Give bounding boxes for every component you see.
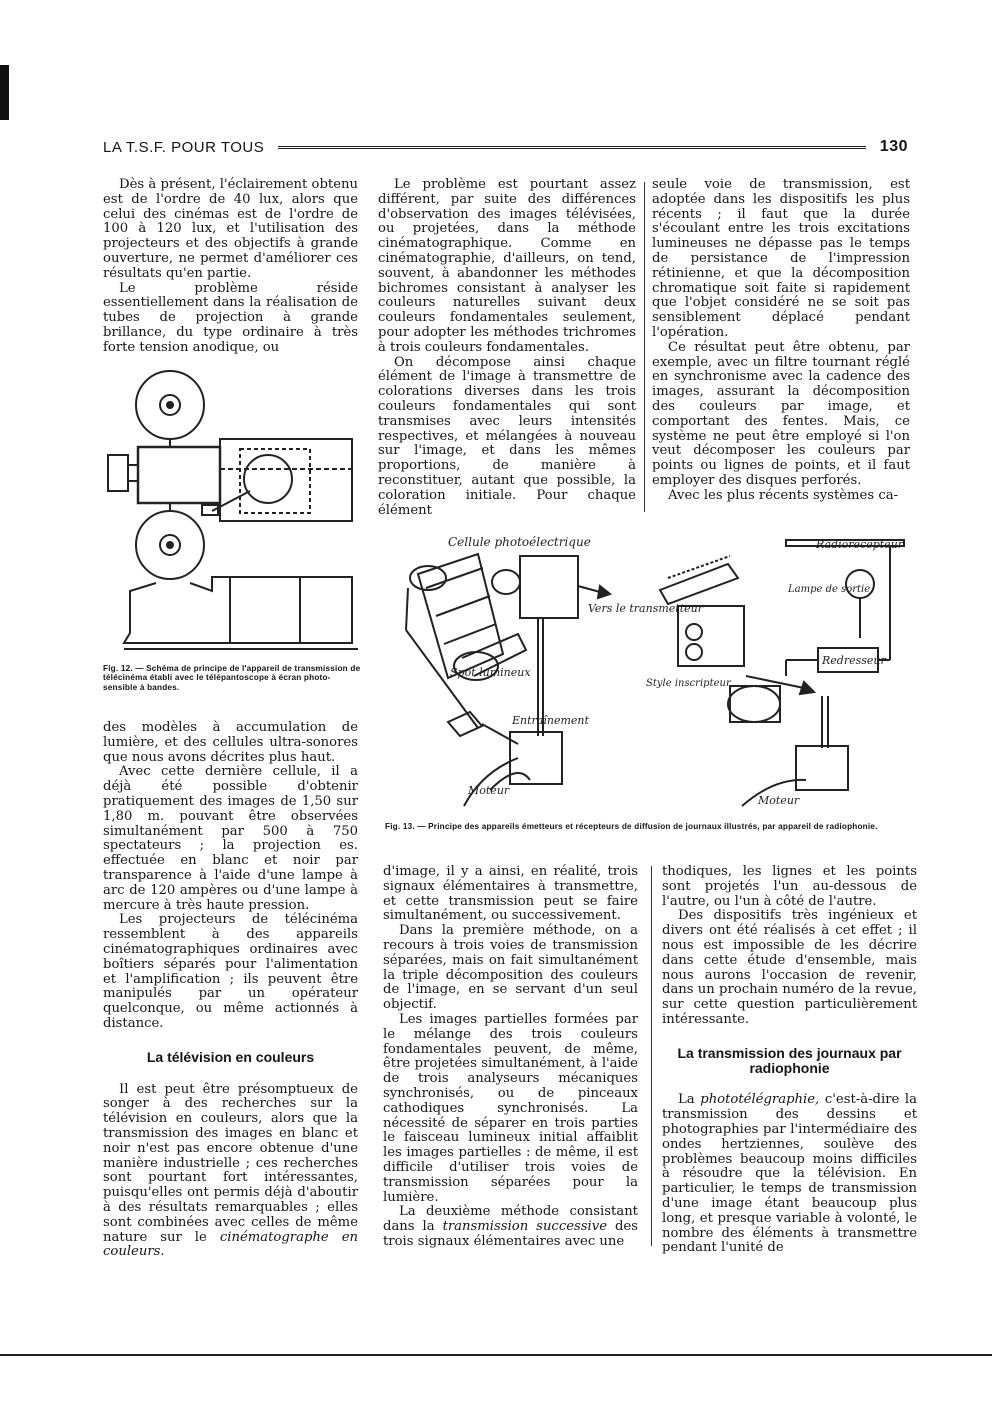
figure-13-caption: Fig. 13. — Principe des appareils émetteurs et récepteurs de diffusion de journaux illustrés, par appareil de radiophonie. bbox=[385, 822, 878, 831]
scan-edge-mark bbox=[0, 65, 9, 120]
column-rule bbox=[651, 866, 652, 1246]
paragraph: La deuxième méthode consistant dans la bbox=[383, 1204, 638, 1235]
paragraph: des modèles à accumulation de lumière, et des cellules ultra-sonores que nous avons décrites plus haut. bbox=[103, 720, 358, 765]
label-style: Style inscripteur bbox=[646, 678, 731, 689]
paragraph: Ce résultat peut être obtenu, par exemple, avec un filtre tournant réglé en synchronisme avec la cadence des images, assurant la décomposition des couleurs par image, et comportant des fentes. Mais, ce système ne peut être employé si l'on veut décomposer les couleurs par points ou lignes de points, et il faut employer des disques perforés. bbox=[652, 339, 910, 488]
label-moteur-left: Moteur bbox=[468, 784, 510, 797]
label-lampe: Lampe de sortie bbox=[788, 584, 871, 595]
emphasis: phototélégraphie, bbox=[700, 1092, 820, 1108]
projector-drawing bbox=[100, 365, 362, 657]
page-number: 130 bbox=[879, 138, 908, 155]
paragraph: Avec cette dernière cellule, il a déjà été possible d'obtenir pratiquement des images de 1,50 sur 1,80 m. pouvant être observées simultanément par 500 à 750 spectateurs ; la projection es. effectuée en blanc et noir par transparence à l'aide d'une lampe à arc de 120 ampères ou d'une lampe à mercure à très haute pression. bbox=[103, 764, 358, 913]
column-2-bottom bbox=[383, 865, 638, 1250]
label-entrainement: Entraînement bbox=[512, 714, 589, 727]
paragraph: Des dispositifs très ingénieux et divers ont été réalisés à cet effet ; il nous est impossible de les décrire dans cette étude d'ensemble, mais nous aurons l'occasion de revenir, dans un prochain numéro de la revue, sur cette question particulièrement intéressante. bbox=[662, 908, 917, 1027]
column-2-top bbox=[378, 178, 636, 518]
transmitter-receiver-drawing bbox=[378, 526, 918, 818]
paragraph: Le problème est pourtant assez différent, par suite des différences d'observation des images télévisées, ou projetées, dans la méthode cinématographique. Comme en cinématographie, d'ailleurs, on tend, souvent, à abandonner les méthodes bichromes consistant à analyser les couleurs naturelles suivant deux couleurs fondamentales seulement, pour adopter les méthodes trichromes à trois couleurs fondamentales. bbox=[378, 177, 636, 355]
paragraph: Il est peut être présomptueux de songer à des recherches sur la télévision en couleurs, alors que la transmission des images en blanc et noir n'est pas encore obtenue d'une manière industrielle ; ces recherches sont pourtant fort intéressantes, puisqu'elles ont permis déjà d'aboutir à des résultats remarquables ; elles sont combinées avec celles de même nature sur le bbox=[103, 1081, 358, 1245]
figure-12-projector bbox=[100, 365, 362, 657]
paragraph: Les projecteurs de télécinéma ressemblent à des appareils cinématographiques ordinaires avec boîtiers séparés pour l'alimentation et l'amplification ; ils peuvent être manipulés par un opérateur quelconque, ou même actionnés à distance. bbox=[103, 912, 358, 1031]
emphasis: transmission successive bbox=[442, 1219, 608, 1235]
column-1-bottom bbox=[103, 721, 358, 1260]
label-moteur-right: Moteur bbox=[758, 794, 800, 807]
label-cellule: Cellule photoélectrique bbox=[448, 535, 591, 549]
figure-13-apparatus bbox=[378, 526, 918, 818]
paragraph: Avec les plus récents systèmes ca- bbox=[668, 487, 899, 503]
column-3-bottom bbox=[662, 865, 917, 1256]
paragraph: des trois signaux élémentaires avec une bbox=[383, 1219, 638, 1249]
paragraph: La bbox=[678, 1092, 695, 1108]
paragraph: c'est-à-dire la transmission des dessins et photographies par l'intermédiaire des ondes hertziennes, soulève des problèmes beaucoup moins difficiles à résoudre que la télévision. En particulier, le temps de transmission d'une image étant beaucoup plus long, et presque variable à volonté, le nombre des éléments à transmettre pendant l'unité de bbox=[662, 1092, 917, 1256]
journal-title: LA T.S.F. POUR TOUS bbox=[103, 138, 265, 156]
paragraph: seule voie de transmission, est adoptée dans les dispositifs les plus récents ; il faut que la durée s'écoulant entre les trois excitations lumineuses ne dépasse pas le temps de persistance de l'impression rétinienne, et que la décomposition chromatique soit faite si rapidement que l'objet considéré ne se soit pas sensiblement déplacé pendant l'opération. bbox=[652, 177, 910, 340]
section-heading: La transmission des journaux par radiophonie bbox=[677, 1044, 902, 1076]
label-vers: Vers le transmetteur bbox=[588, 602, 703, 615]
section-heading: La télévision en couleurs bbox=[146, 1048, 315, 1065]
paragraph: On décompose ainsi chaque élément de l'image à transmettre de colorations diverses dans les trois couleurs fondamentales qui sont transmises avec leurs intensités respectives, et mélangées à nouveau sur l'image, et dans les mêmes proportions, de manière à reconstituer, autant que possible, la coloration initiale. Pour chaque élément bbox=[378, 354, 636, 518]
running-header bbox=[103, 137, 908, 157]
paragraph: d'image, il y a ainsi, en réalité, trois signaux élémentaires à transmettre, et cette transmission peut se faire simultanément, ou successivement. bbox=[383, 864, 638, 924]
paragraph: thodiques, les lignes et les points sont projetés l'un au-dessous de l'autre, ou l'un à côté de l'autre. bbox=[662, 864, 917, 909]
label-radio: Radiorécepteur bbox=[816, 538, 904, 551]
column-rule bbox=[644, 182, 645, 512]
emphasis: cinématographe en couleurs. bbox=[103, 1229, 358, 1260]
scan-bottom-edge bbox=[0, 1354, 992, 1356]
label-spot: Spot lumineux bbox=[450, 666, 531, 679]
column-3-top bbox=[652, 178, 910, 504]
paragraph: Les images partielles formées par le mélange des trois couleurs fondamentales peuvent, de même, être projetées simultanément, à l'aide de trois analyseurs mécaniques synchronisés, ou de pinceaux cathodiques synchronisés. La nécessité de séparer en trois parties le faisceau lumineux initial affaiblit les images partielles : de même, il est difficile d'utiliser trois voies de transmission séparées pour la lumière. bbox=[383, 1011, 638, 1205]
label-redresseur: Redresseur bbox=[822, 654, 886, 667]
column-1-top bbox=[103, 178, 358, 356]
paragraph: Le problème réside essentiellement dans la réalisation de tubes de projection à grande brillance, du type ordinaire à très forte tension anodique, ou bbox=[103, 280, 358, 355]
paragraph: Dès à présent, l'éclairement obtenu est de l'ordre de 40 lux, alors que celui des cinémas est de l'ordre de 100 à 120 lux, et l'utilisation des projecteurs et des objectifs à grande ouverture, ne permet d'améliorer ces résultats qu'en partie. bbox=[103, 177, 358, 281]
header-rule bbox=[278, 146, 866, 149]
figure-12-caption: Fig. 12. — Schéma de principe de l'appareil de transmission de télécinéma établi avec le télépantoscope à écran photo-sensible à bandes. bbox=[103, 664, 361, 692]
paragraph: Dans la première méthode, on a recours à trois voies de transmission séparées, mais on fait simultanément la triple décomposition des couleurs de l'image, en se servant d'un seul objectif. bbox=[383, 923, 638, 1013]
